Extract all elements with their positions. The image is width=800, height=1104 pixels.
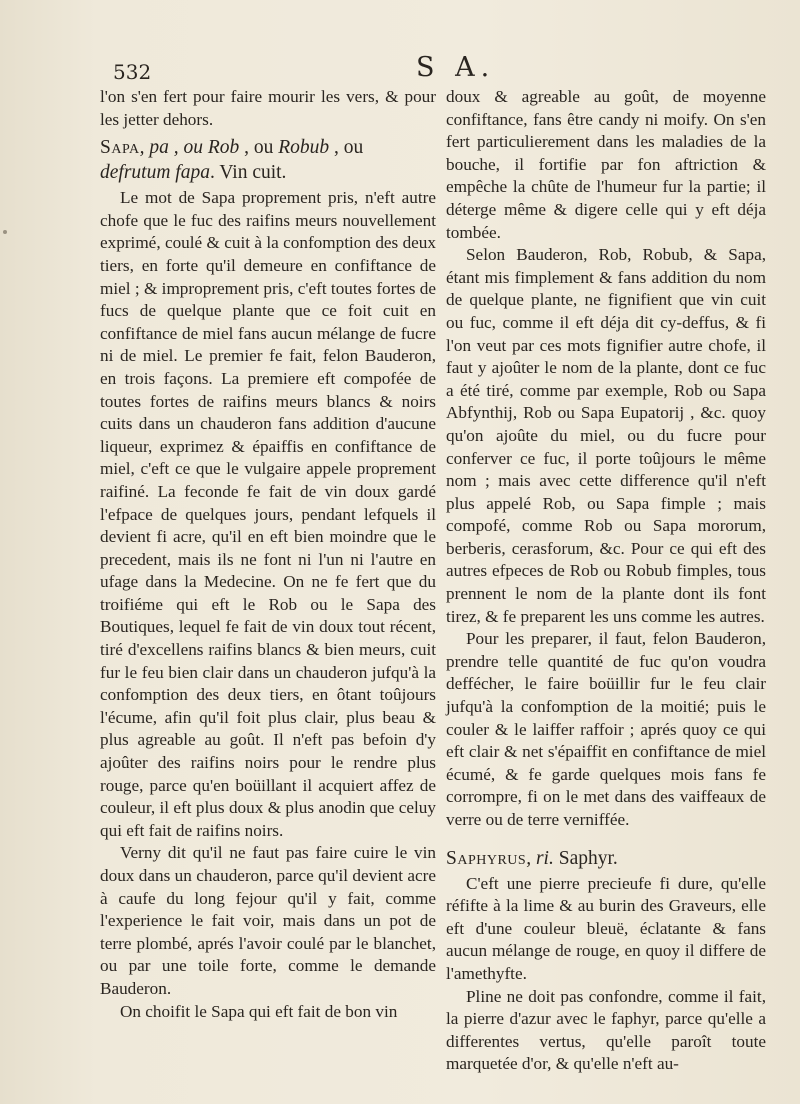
- entry-variants-2: , ou: [239, 137, 279, 159]
- entry-variants-saphyrus: , ri.: [526, 847, 559, 869]
- entry-variants-3: , ou: [329, 137, 364, 159]
- right-paragraph-1: doux & agreable au goût, de moyenne confiftance, fans être candy ni moify. On s'en fert particulierement dans les maladies de la bouche, il fortifie par fon aftriction & empêche la chûte de l'humeur fur la partie; il déterge même & digere celle qui y eft déja tombée.: [446, 87, 766, 242]
- entry-heading-saphyrus: [446, 846, 766, 871]
- entry-variant-defrutum: defrutum fapa: [100, 162, 210, 184]
- page-number: 532: [113, 60, 152, 84]
- entry-headword-saphyrus: Saphyrus: [446, 847, 527, 869]
- entry-headword: Sapa: [100, 137, 140, 159]
- margin-speck: [3, 230, 7, 234]
- left-paragraph-3: Verny dit qu'il ne faut pas faire cuire le vin doux dans un chauderon, parce qu'il devient acre à caufe du long fejour qu'il y fait, comme l'experience le fait voir, mais dans un pot de terre plombé, aprés l'avoir coulé par le blanchet, ou par une toile forte, comme le demande Bauderon.: [100, 843, 436, 998]
- right-paragraph-2: Selon Bauderon, Rob, Robub, & Sapa, étant mis fimplement & fans addition du nom de quelque plante, ne fignifient que vin cuit ou fuc, comme il eft déja dit cy-deffus, & fi l'on veut par ces mots fignifier autre chofe, il faut y ajoûter le nom de la plante, dont ce fuc a été tiré, comme par exemple, Rob ou Sapa Abfynthij, Rob ou Sapa Eupatorij , &c. quoy qu'on ajoûte du miel, ou du fucre pour conferver ce fuc, il porte toûjours le même nom ; mais avec cette difference qu'il n'eft plus appelé Rob, ou Sapa fimple ; mais compofé, comme Rob ou Sapa mororum, berberis, cerasforum, &c. Pour ce qui eft des autres efpeces de Rob ou Robub fimples, tous prennent le nom de la plante dont ils font tirez, & fe preparent les uns comme les autres.: [446, 245, 766, 626]
- entry-variant-rob: Rob: [207, 137, 240, 159]
- running-head: S A.: [416, 52, 496, 83]
- left-paragraph-2: Le mot de Sapa proprement pris, n'eft autre chofe que le fuc des raifins meurs nouvellement exprimé, coulé & cuit à la confomption des deux tiers, en forte qu'il demeure en confiftance de miel ; & improprement pris, c'eft toutes fortes de fucs de quelque plante que ce foit cuit en confiftance de miel fans aucun mélange de fucre ni de miel. Le premier fe fait, felon Bauderon, en trois façons. La premiere eft compofée de toutes fortes de raifins meurs blancs & noirs cuits dans un chauderon fans addition d'aucune liqueur, exprimez & épaiffis en confiftance de miel, c'eft ce que le vulgaire appele proprement raifiné. La feconde fe fait de vin doux gardé l'efpace de quelques jours, pendant lefquels il devient fi acre, qu'il en eft bien moindre que le precedent, mais ils ne font ni l'un ni l'autre en ufage dans la Medecine. On ne fe fert que du troifiéme qui eft le Rob ou le Sapa des Boutiques, lequel fe fait de vin doux tout récent, tiré d'excellens raifins blancs & bien meurs, cuit fur le feu bien clair dans un chauderon jufqu'à la confomption des deux tiers, en ôtant toûjours l'écume, afin qu'il foit plus clair, plus beau & plus agreable au goût. Il n'eft pas befoin d'y ajoûter des raifins noirs pour le rendre plus rouge, parce qu'en boüillant il acquiert affez de couleur, il eft plus doux & plus anodin que celuy qui eft fait de raifins noirs.: [100, 188, 436, 840]
- right-paragraph-4: C'eft une pierre precieufe fi dure, qu'elle réfifte à la lime & au burin des Graveurs, elle eft d'une couleur bleuë, éclatante & fans aucun mélange de rouge, en quoy il differe de l'amethyfte.: [446, 873, 766, 983]
- right-paragraph-5: Pline ne doit pas confondre, comme il fait, la pierre d'azur avec le faphyr, parce qu'elle a differentes vertus, qu'elle paroît toute marquetée d'or, & qu'elle n'eft au-: [446, 986, 766, 1074]
- left-paragraph-1: l'on s'en fert pour faire mourir les vers, & pour les jetter dehors.: [100, 87, 436, 129]
- entry-variants-1: , pa , ou: [139, 137, 208, 159]
- entry-definition-saphyrus: Saphyr.: [558, 847, 618, 869]
- left-column: [100, 86, 436, 1023]
- entry-heading-sapa: [100, 135, 436, 185]
- left-paragraph-4: On choifit le Sapa qui eft fait de bon vin: [120, 1001, 398, 1021]
- entry-variant-robub: Robub: [278, 137, 330, 159]
- right-column: [446, 86, 766, 1076]
- entry-definition: . Vin cuit.: [209, 162, 287, 184]
- right-paragraph-3: Pour les preparer, il faut, felon Bauderon, prendre telle quantité de fuc qu'on voudra deffécher, le faire boüillir fur le feu clair jufqu'à la confomption de la moitié; puis le couler & le laiffer raffoir ; aprés quoy ce qui eft clair & net s'épaiffit en confiftance de miel écumé, & fe garde quelques mois fans fe corrompre, fi on le met dans des vaiffeaux de verre ou de terre verniffée.: [446, 629, 766, 829]
